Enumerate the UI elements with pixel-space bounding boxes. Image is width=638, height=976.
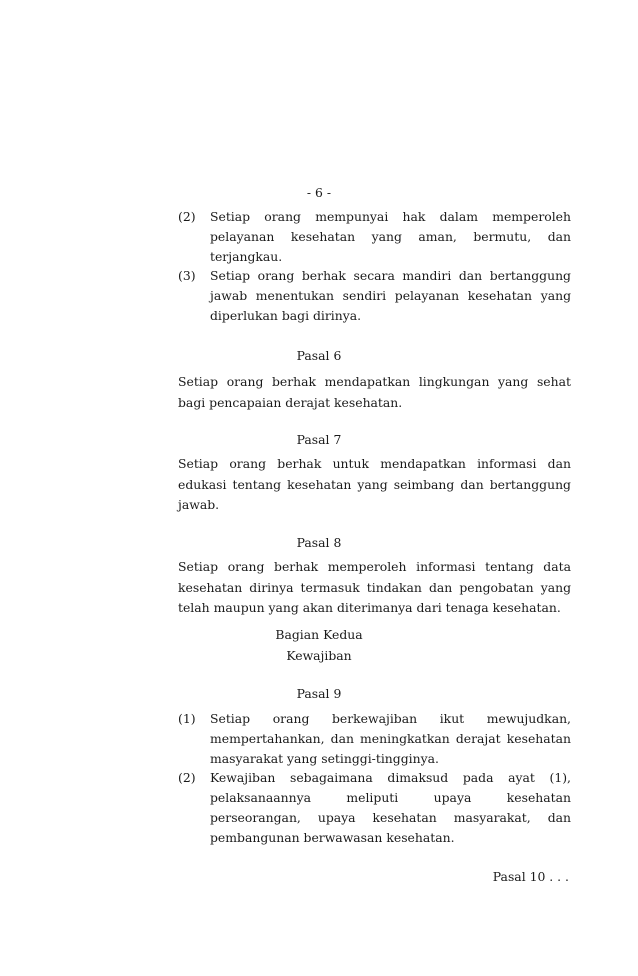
pasal6-text: Setiap orang berhak mendapatkan lingkungan yang sehat bagi pencapaian derajat kesehatan. — [178, 374, 571, 410]
pasal7-title: Pasal 7 — [296, 432, 342, 447]
pasal9-ayat-1 — [178, 709, 571, 769]
pasal9-title: Pasal 9 — [296, 686, 342, 701]
ayat-number: (2) — [178, 209, 196, 224]
ayat-text: Setiap orang berhak secara mandiri dan bertanggung jawab menentukan sendiri pelayanan kesehatan yang diperlukan bagi dirinya. — [210, 268, 571, 323]
ayat-number: (1) — [178, 711, 196, 726]
next-page-reference: Pasal 10 . . . — [492, 869, 569, 884]
ayat-text: Kewajiban sebagaimana dimaksud pada ayat (1), pelaksanaannya meliputi upaya kesehatan perseorangan, upaya kesehatan masyarakat, dan pembangunan berwawasan kesehatan. — [210, 770, 571, 845]
ayat-number: (2) — [178, 770, 196, 785]
bagian-subtitle: Kewajiban — [286, 648, 352, 663]
pasal9-ayat-2 — [178, 768, 571, 848]
ayat-number: (3) — [178, 268, 196, 283]
pasal6-title: Pasal 6 — [296, 348, 342, 363]
page-number: - 6 - — [306, 185, 332, 200]
pasal5-ayat-2 — [178, 207, 571, 267]
pasal8-title: Pasal 8 — [296, 535, 342, 550]
bagian-title: Bagian Kedua — [275, 627, 363, 642]
pasal5-ayat-3 — [178, 266, 571, 326]
ayat-text: Setiap orang mempunyai hak dalam memperoleh pelayanan kesehatan yang aman, bermutu, dan terjangkau. — [210, 209, 571, 264]
ayat-text: Setiap orang berkewajiban ikut mewujudkan, mempertahankan, dan meningkatkan derajat kesehatan masyarakat yang setinggi-tingginya. — [210, 711, 571, 766]
pasal8-text: Setiap orang berhak memperoleh informasi tentang data kesehatan dirinya termasuk tindakan dan pengobatan yang telah maupun yang akan diterimanya dari tenaga kesehatan. — [178, 559, 571, 615]
pasal7-text: Setiap orang berhak untuk mendapatkan informasi dan edukasi tentang kesehatan yang seimbang dan bertanggung jawab. — [178, 456, 571, 512]
